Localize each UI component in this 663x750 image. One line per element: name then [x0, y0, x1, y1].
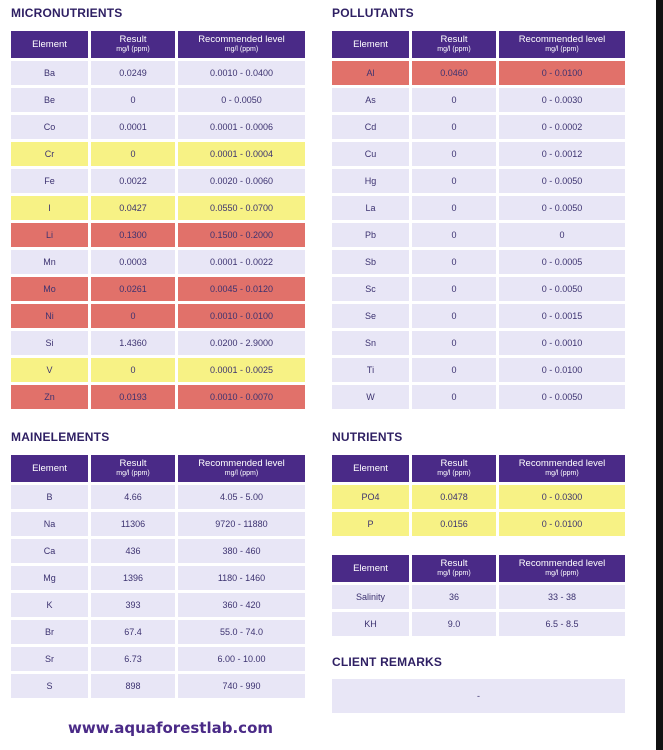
col-header-element: Element [11, 455, 88, 482]
micronutrients-title: MICRONUTRIENTS [11, 6, 123, 20]
table-row [11, 61, 305, 85]
recommended-cell: 0 - 0.0050 [499, 385, 625, 409]
table-row [11, 539, 305, 563]
result-cell: 0 [412, 196, 496, 220]
result-cell: 898 [91, 674, 175, 698]
recommended-cell: 0.1500 - 0.2000 [178, 223, 305, 247]
element-cell: Al [332, 61, 409, 85]
table-row [11, 620, 305, 644]
result-cell: 0 [91, 304, 175, 328]
recommended-cell: 0 - 0.0050 [499, 196, 625, 220]
result-cell: 0 [412, 223, 496, 247]
result-cell: 0 [91, 88, 175, 112]
nutrients-title: NUTRIENTS [332, 430, 403, 444]
recommended-cell: 1180 - 1460 [178, 566, 305, 590]
recommended-cell: 0 - 0.0005 [499, 250, 625, 274]
result-cell: 0.0478 [412, 485, 496, 509]
element-cell: Co [11, 115, 88, 139]
element-cell: Ba [11, 61, 88, 85]
element-cell: Hg [332, 169, 409, 193]
result-cell: 0 [412, 115, 496, 139]
result-cell: 11306 [91, 512, 175, 536]
table-header-row [332, 31, 625, 58]
col-header-result: Result mg/l (ppm) [91, 31, 175, 58]
recommended-cell: 0 - 0.0050 [499, 277, 625, 301]
result-cell: 0.0193 [91, 385, 175, 409]
result-cell: 0.0001 [91, 115, 175, 139]
recommended-cell: 360 - 420 [178, 593, 305, 617]
table-row [332, 196, 625, 220]
table-row [11, 385, 305, 409]
mainelements-table [8, 452, 308, 701]
result-cell: 0 [412, 304, 496, 328]
result-cell: 0 [412, 169, 496, 193]
element-cell: Mg [11, 566, 88, 590]
website-link[interactable]: www.aquaforestlab.com [68, 719, 273, 737]
element-cell: S [11, 674, 88, 698]
table-row [332, 88, 625, 112]
client-remarks-box [332, 679, 625, 713]
table-row [11, 169, 305, 193]
result-cell: 0.0022 [91, 169, 175, 193]
result-cell: 0 [412, 331, 496, 355]
recommended-cell: 33 - 38 [499, 585, 625, 609]
element-cell: Mn [11, 250, 88, 274]
table-row [11, 512, 305, 536]
result-cell: 393 [91, 593, 175, 617]
result-cell: 6.73 [91, 647, 175, 671]
element-cell: Mo [11, 277, 88, 301]
result-cell: 0 [412, 142, 496, 166]
table-row [11, 674, 305, 698]
result-cell: 0.1300 [91, 223, 175, 247]
col-header-recommended: Recommended level mg/l (ppm) [499, 31, 625, 58]
col-header-recommended: Recommended level mg/l (ppm) [499, 455, 625, 482]
salinity-table [329, 552, 628, 639]
pollutants-title: POLLUTANTS [332, 6, 414, 20]
recommended-cell: 0.0010 - 0.0400 [178, 61, 305, 85]
recommended-cell: 0 - 0.0100 [499, 61, 625, 85]
table-row [11, 277, 305, 301]
recommended-cell: 9720 - 11880 [178, 512, 305, 536]
result-cell: 36 [412, 585, 496, 609]
element-cell: Sn [332, 331, 409, 355]
recommended-cell: 0 - 0.0012 [499, 142, 625, 166]
recommended-cell: 0.0550 - 0.0700 [178, 196, 305, 220]
element-cell: Si [11, 331, 88, 355]
element-cell: Be [11, 88, 88, 112]
col-header-element: Element [332, 31, 409, 58]
element-cell: KH [332, 612, 409, 636]
table-row [332, 331, 625, 355]
element-cell: Li [11, 223, 88, 247]
element-cell: Se [332, 304, 409, 328]
element-cell: V [11, 358, 88, 382]
result-cell: 0.0156 [412, 512, 496, 536]
recommended-cell: 4.05 - 5.00 [178, 485, 305, 509]
element-cell: Cd [332, 115, 409, 139]
result-cell: 0 [412, 277, 496, 301]
recommended-cell: 6.00 - 10.00 [178, 647, 305, 671]
result-cell: 0 [412, 88, 496, 112]
recommended-cell: 0 - 0.0300 [499, 485, 625, 509]
client-remarks-title: CLIENT REMARKS [332, 655, 443, 669]
element-cell: La [332, 196, 409, 220]
recommended-cell: 740 - 990 [178, 674, 305, 698]
table-row [332, 385, 625, 409]
element-cell: Sb [332, 250, 409, 274]
element-cell: Ca [11, 539, 88, 563]
element-cell: Ni [11, 304, 88, 328]
table-row [332, 169, 625, 193]
result-cell: 67.4 [91, 620, 175, 644]
element-cell: Sr [11, 647, 88, 671]
recommended-cell: 0 - 0.0010 [499, 331, 625, 355]
table-row [11, 647, 305, 671]
recommended-cell: 0 - 0.0050 [499, 169, 625, 193]
element-cell: Na [11, 512, 88, 536]
table-row [332, 250, 625, 274]
table-row [11, 485, 305, 509]
element-cell: Salinity [332, 585, 409, 609]
col-header-element: Element [11, 31, 88, 58]
result-cell: 0 [91, 142, 175, 166]
element-cell: Pb [332, 223, 409, 247]
table-row [11, 250, 305, 274]
recommended-cell: 0 - 0.0002 [499, 115, 625, 139]
table-header-row [332, 455, 625, 482]
recommended-cell: 0.0020 - 0.0060 [178, 169, 305, 193]
result-cell: 0 [412, 358, 496, 382]
result-cell: 9.0 [412, 612, 496, 636]
recommended-cell: 0 - 0.0100 [499, 358, 625, 382]
table-row [11, 142, 305, 166]
result-cell: 0.0249 [91, 61, 175, 85]
result-cell: 1396 [91, 566, 175, 590]
table-row [332, 512, 625, 536]
element-cell: K [11, 593, 88, 617]
element-cell: Fe [11, 169, 88, 193]
recommended-cell: 55.0 - 74.0 [178, 620, 305, 644]
result-cell: 0.0261 [91, 277, 175, 301]
element-cell: P [332, 512, 409, 536]
col-header-recommended: Recommended level mg/l (ppm) [178, 455, 305, 482]
recommended-cell: 0.0200 - 2.9000 [178, 331, 305, 355]
recommended-cell: 0 - 0.0030 [499, 88, 625, 112]
result-cell: 0 [91, 358, 175, 382]
recommended-cell: 0 - 0.0050 [178, 88, 305, 112]
result-cell: 1.4360 [91, 331, 175, 355]
result-cell: 436 [91, 539, 175, 563]
recommended-cell: 0 - 0.0100 [499, 512, 625, 536]
table-row [11, 115, 305, 139]
page-edge [656, 0, 663, 750]
col-header-recommended: Recommended level mg/l (ppm) [499, 555, 625, 582]
table-row [332, 61, 625, 85]
result-cell: 0.0427 [91, 196, 175, 220]
recommended-cell: 0.0010 - 0.0100 [178, 304, 305, 328]
col-header-result: Result mg/l (ppm) [412, 555, 496, 582]
col-header-result: Result mg/l (ppm) [412, 455, 496, 482]
element-cell: As [332, 88, 409, 112]
table-row [332, 612, 625, 636]
table-row [332, 277, 625, 301]
table-row [11, 593, 305, 617]
recommended-cell: 0.0001 - 0.0022 [178, 250, 305, 274]
element-cell: Zn [11, 385, 88, 409]
result-cell: 0 [412, 250, 496, 274]
table-row [11, 223, 305, 247]
recommended-cell: 0.0001 - 0.0006 [178, 115, 305, 139]
result-cell: 0 [412, 385, 496, 409]
table-row [11, 196, 305, 220]
element-cell: Sc [332, 277, 409, 301]
table-row [332, 485, 625, 509]
table-row [11, 566, 305, 590]
result-cell: 0.0460 [412, 61, 496, 85]
nutrients-table [329, 452, 628, 539]
table-row [332, 358, 625, 382]
element-cell: Cr [11, 142, 88, 166]
table-row [332, 304, 625, 328]
col-header-result: Result mg/l (ppm) [412, 31, 496, 58]
table-header-row [11, 455, 305, 482]
result-cell: 0.0003 [91, 250, 175, 274]
table-header-row [11, 31, 305, 58]
recommended-cell: 0.0001 - 0.0004 [178, 142, 305, 166]
pollutants-table [329, 28, 628, 412]
element-cell: W [332, 385, 409, 409]
element-cell: PO4 [332, 485, 409, 509]
col-header-element: Element [332, 455, 409, 482]
table-row [11, 358, 305, 382]
client-remarks-text: - [477, 691, 480, 701]
table-row [11, 304, 305, 328]
table-header-row [332, 555, 625, 582]
table-row [11, 88, 305, 112]
recommended-cell: 380 - 460 [178, 539, 305, 563]
element-cell: Ti [332, 358, 409, 382]
recommended-cell: 0.0001 - 0.0025 [178, 358, 305, 382]
recommended-cell: 0.0010 - 0.0070 [178, 385, 305, 409]
element-cell: Br [11, 620, 88, 644]
element-cell: I [11, 196, 88, 220]
col-header-result: Result mg/l (ppm) [91, 455, 175, 482]
recommended-cell: 6.5 - 8.5 [499, 612, 625, 636]
col-header-element: Element [332, 555, 409, 582]
col-header-recommended: Recommended level mg/l (ppm) [178, 31, 305, 58]
result-cell: 4.66 [91, 485, 175, 509]
table-row [332, 142, 625, 166]
micronutrients-table [8, 28, 308, 412]
recommended-cell: 0 - 0.0015 [499, 304, 625, 328]
table-row [332, 223, 625, 247]
recommended-cell: 0.0045 - 0.0120 [178, 277, 305, 301]
recommended-cell: 0 [499, 223, 625, 247]
element-cell: B [11, 485, 88, 509]
element-cell: Cu [332, 142, 409, 166]
table-row [332, 585, 625, 609]
table-row [11, 331, 305, 355]
mainelements-title: MAINELEMENTS [11, 430, 110, 444]
table-row [332, 115, 625, 139]
